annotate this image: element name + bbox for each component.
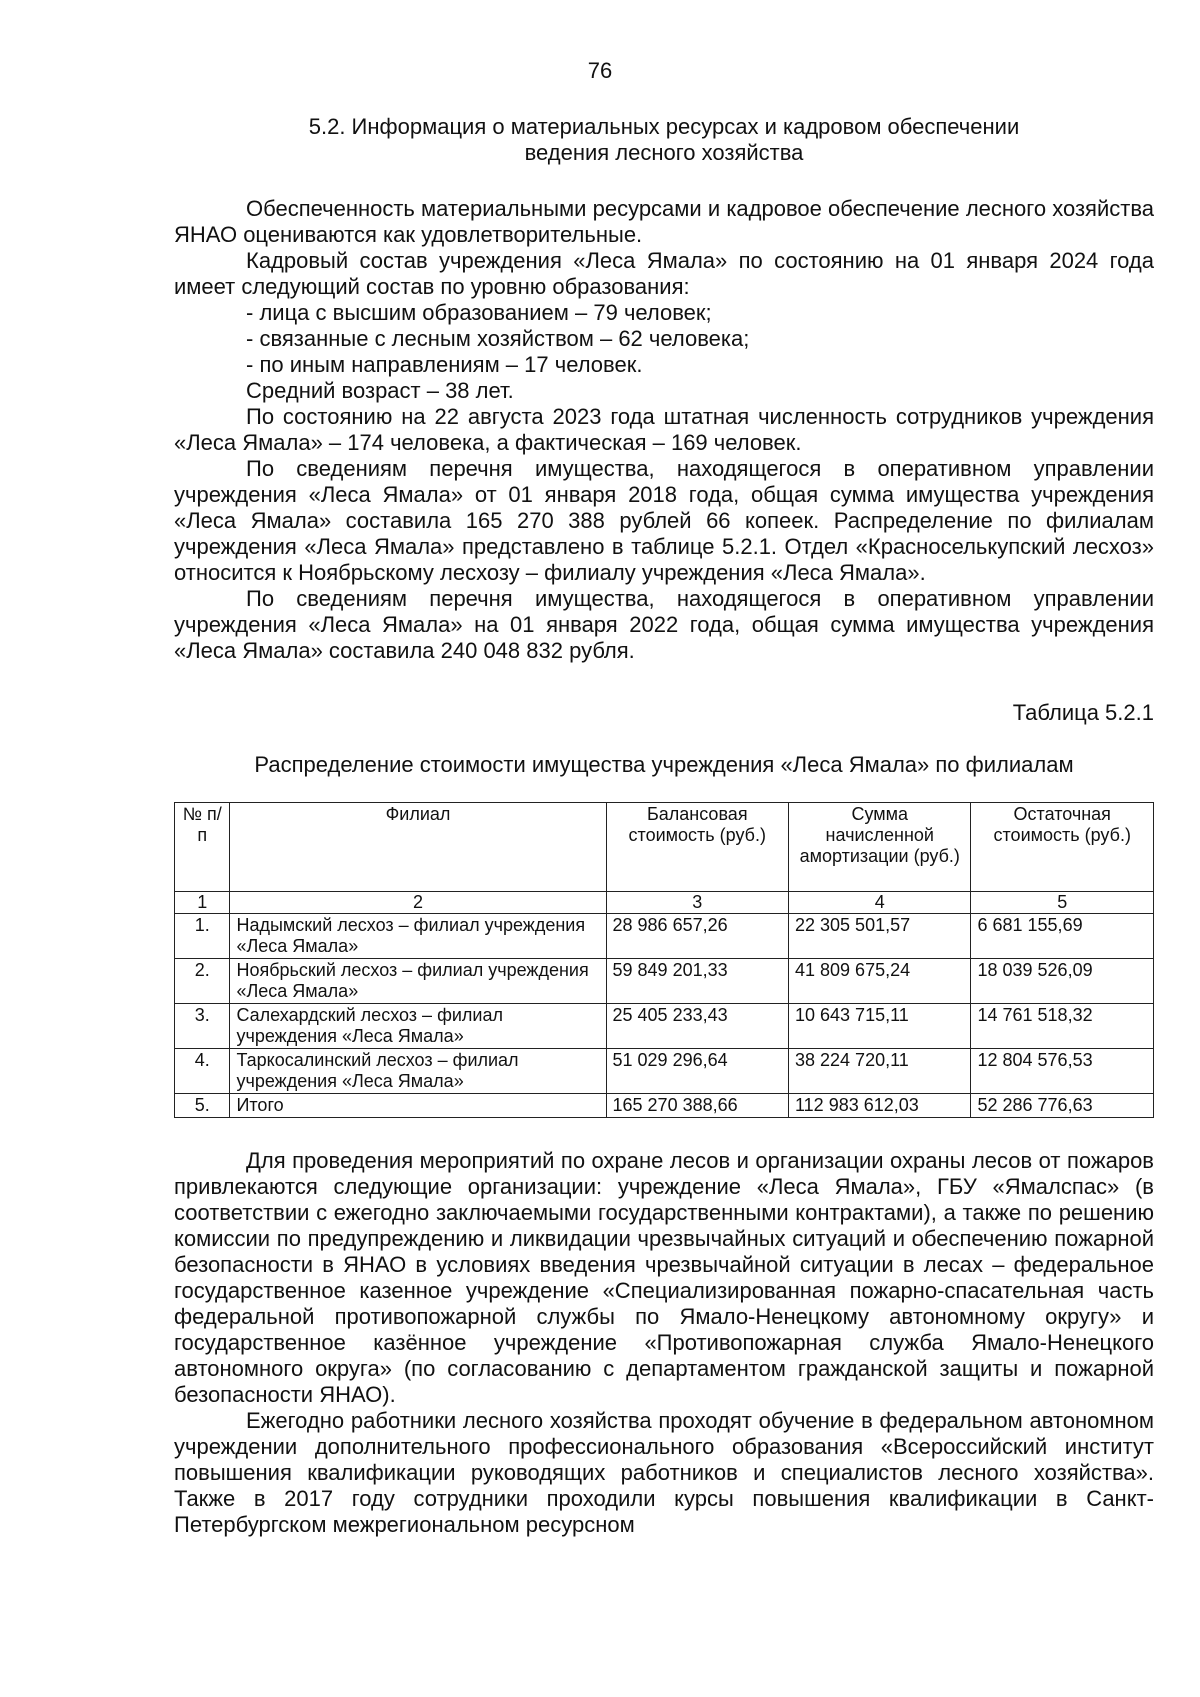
row-number: 4.: [175, 1049, 230, 1094]
column-number: 5: [971, 892, 1154, 914]
header-amortization: Сумма начисленной амортизации (руб.): [789, 803, 971, 892]
table-label: Таблица 5.2.1: [1012, 700, 1154, 725]
intro-text: [174, 196, 1154, 664]
assets-table: [174, 802, 1154, 1118]
column-number: 3: [606, 892, 788, 914]
row-balance: 165 270 388,66: [606, 1094, 788, 1118]
row-balance: 28 986 657,26: [606, 914, 788, 959]
table-row: [175, 1049, 1154, 1094]
paragraph: Кадровый состав учреждения «Леса Ямала» по состоянию на 01 января 2024 года имеет следующий состав по уровню образования:: [174, 248, 1154, 299]
table-title: Распределение стоимости имущества учреждения «Леса Ямала» по филиалам: [254, 752, 1074, 777]
table-row: [175, 914, 1154, 959]
row-residual: 14 761 518,32: [971, 1004, 1154, 1049]
column-number: 1: [175, 892, 230, 914]
closing-text: [174, 1148, 1154, 1538]
row-branch: Ноябрьский лесхоз – филиал учреждения «Леса Ямала»: [230, 959, 606, 1004]
section-heading-line-1: 5.2. Информация о материальных ресурсах и кадровом обеспечении: [308, 114, 1020, 139]
row-amortization: 22 305 501,57: [789, 914, 971, 959]
row-branch: Таркосалинский лесхоз – филиал учреждения «Леса Ямала»: [230, 1049, 606, 1094]
row-branch: Итого: [230, 1094, 606, 1118]
row-balance: 51 029 296,64: [606, 1049, 788, 1094]
list-item: - лица с высшим образованием – 79 человек;: [246, 300, 712, 325]
section-heading: [174, 114, 1154, 166]
header-branch: Филиал: [230, 803, 606, 892]
row-amortization: 41 809 675,24: [789, 959, 971, 1004]
row-balance: 25 405 233,43: [606, 1004, 788, 1049]
paragraph: Обеспеченность материальными ресурсами и кадровое обеспечение лесного хозяйства ЯНАО оцениваются как удовлетворительные.: [174, 196, 1154, 247]
row-balance: 59 849 201,33: [606, 959, 788, 1004]
row-number: 1.: [175, 914, 230, 959]
page-number: 76: [587, 58, 613, 83]
row-branch: Салехардский лесхоз – филиал учреждения «Леса Ямала»: [230, 1004, 606, 1049]
header-num: № п/п: [175, 803, 230, 892]
column-number: 2: [230, 892, 606, 914]
column-number-row: [175, 892, 1154, 914]
row-number: 2.: [175, 959, 230, 1004]
row-residual: 6 681 155,69: [971, 914, 1154, 959]
row-residual: 18 039 526,09: [971, 959, 1154, 1004]
paragraph: По сведениям перечня имущества, находящегося в оперативном управлении учреждения «Леса Ямала» от 01 января 2018 года, общая сумма имущества учреждения «Леса Ямала» составила 165 270 388 рублей 66 копеек. Распределение по филиалам учреждения «Леса Ямала» представлено в таблице 5.2.1. Отдел «Красноселькупский лесхоз» относится к Ноябрьскому лесхозу – филиалу учреждения «Леса Ямала».: [174, 456, 1154, 585]
paragraph: Для проведения мероприятий по охране лесов и организации охраны лесов от пожаров привлекаются следующие организации: учреждение «Леса Ямала», ГБУ «Ямалспас» (в соответствии с ежегодно заключаемыми государственными контрактами), а также по решению комиссии по предупреждению и ликвидации чрезвычайных ситуаций и обеспечению пожарной безопасности в ЯНАО в условиях введения чрезвычайной ситуации в лесах – федеральное государственное казенное учреждение «Специализированная пожарно-спасательная часть федеральной противопожарной службы по Ямало-Ненецкому автономному округу» и государственное казённое учреждение «Противопожарная служба Ямало-Ненецкого автономного округа» (по согласованию с департаментом гражданской защиты и пожарной безопасности ЯНАО).: [174, 1148, 1154, 1407]
row-residual: 52 286 776,63: [971, 1094, 1154, 1118]
paragraph: По состоянию на 22 августа 2023 года штатная численность сотрудников учреждения «Леса Ямала» – 174 человека, а фактическая – 169 человек.: [174, 404, 1154, 455]
header-residual: Остаточная стоимость (руб.): [971, 803, 1154, 892]
row-amortization: 112 983 612,03: [789, 1094, 971, 1118]
row-amortization: 10 643 715,11: [789, 1004, 971, 1049]
paragraph: Ежегодно работники лесного хозяйства проходят обучение в федеральном автономном учреждении дополнительного профессионального образования «Всероссийский институт повышения квалификации руководящих работников и специалистов лесного хозяйства». Также в 2017 году сотрудники проходили курсы повышения квалификации в Санкт-Петербургском межрегиональном ресурсном: [174, 1408, 1154, 1537]
column-number: 4: [789, 892, 971, 914]
paragraph: Средний возраст – 38 лет.: [246, 378, 514, 403]
list-item: - связанные с лесным хозяйством – 62 человека;: [246, 326, 750, 351]
row-number: 3.: [175, 1004, 230, 1049]
section-heading-line-2: ведения лесного хозяйства: [524, 140, 804, 165]
table-row: [175, 1004, 1154, 1049]
paragraph: По сведениям перечня имущества, находящегося в оперативном управлении учреждения «Леса Ямала» на 01 января 2022 года, общая сумма имущества учреждения «Леса Ямала» составила 240 048 832 рубля.: [174, 586, 1154, 663]
table-total-row: [175, 1094, 1154, 1118]
list-item: - по иным направлениям – 17 человек.: [246, 352, 643, 377]
table-header-row: [175, 803, 1154, 892]
row-amortization: 38 224 720,11: [789, 1049, 971, 1094]
header-balance: Балансовая стоимость (руб.): [606, 803, 788, 892]
row-branch: Надымский лесхоз – филиал учреждения «Леса Ямала»: [230, 914, 606, 959]
row-number: 5.: [175, 1094, 230, 1118]
row-residual: 12 804 576,53: [971, 1049, 1154, 1094]
table-row: [175, 959, 1154, 1004]
